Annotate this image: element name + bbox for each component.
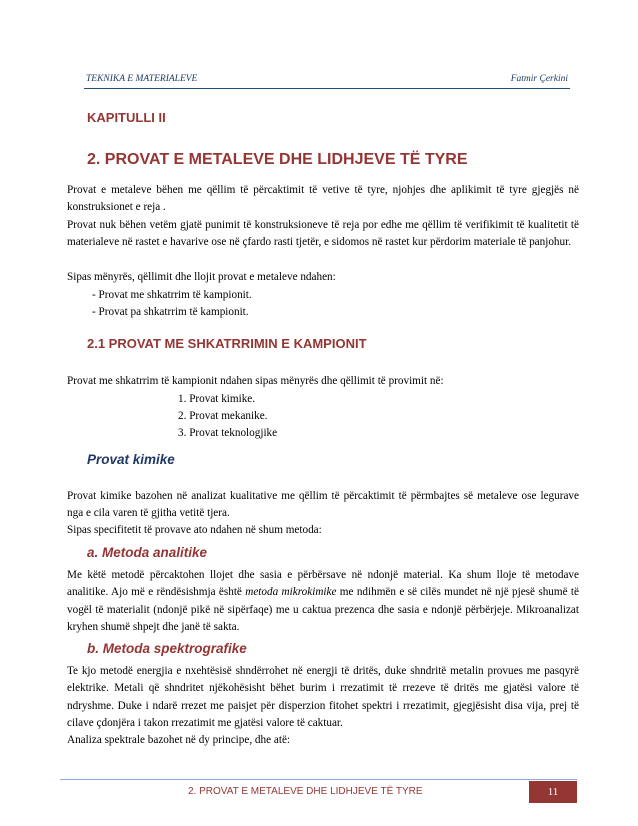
list-item: 1. Provat kimike.: [178, 393, 256, 405]
chapter-heading: KAPITULLI II: [87, 110, 166, 125]
header-book-title: TEKNIKA E MATERIALEVE: [86, 74, 198, 84]
provat-kimike-paragraph-2: Sipas specifitetit të provave ato ndahen në shum metoda:: [67, 524, 322, 536]
section-2-1-paragraph: Provat me shkatrrim të kampionit ndahen sipas mënyrës dhe qëllimit të provimit në:: [67, 375, 444, 387]
metoda-analitike-heading: a. Metoda analitike: [87, 545, 208, 560]
list-item: - Provat pa shkatrrim të kampionit.: [92, 306, 249, 318]
main-title: 2. PROVAT E METALEVE DHE LIDHJEVE TË TYRE: [87, 151, 468, 168]
intro-paragraph-2: Provat nuk bëhen vetëm gjatë punimit të konstruksioneve të reja por edhe me qëllim të verifikimit të kualitetit të materialeve në rastet e havarive ose në çfardo rasti tjetër, e sidomos në rastet kur përdorim materiale të panjohur.: [67, 219, 579, 249]
page-number: 11: [529, 781, 577, 803]
intro-paragraph-1: Provat e metaleve bëhen me qëllim të përcaktimit të vetive të tyre, njohjes dhe aplikimit të tyre gjegjës në konstruksionet e reja .: [67, 184, 579, 214]
metoda-spektrografike-paragraph: Te kjo metodë energjia e nxehtësisë shndërrohet në energji të dritës, duke shndritë metalin provues me pasqyrë elektrike. Metali që shndritet njëkohësisht bëhet burim i rrezatimit të rrezeve të dritës me gjatësi valore të ndryshme. Duke i ndarë rrezet me paisjet për disperzion fitohet spektri i rrezatimit, gjegjësisht disa vija, prej të cilave çdonjëra i takon rrezatimit me gjatësi valore të caktuar.: [67, 665, 579, 730]
metoda-spektrografike-heading: b. Metoda spektrografike: [87, 641, 247, 656]
header-author: Fatmir Çerkini: [510, 74, 568, 84]
list-item: 2. Provat mekanike.: [178, 410, 268, 422]
page-footer: [60, 779, 577, 804]
footer-chapter-title: 2. PROVAT E METALEVE DHE LIDHJEVE TË TYRE: [188, 786, 423, 797]
emphasis-term: metoda mikrokimike: [245, 586, 337, 599]
provat-kimike-paragraph-1: Provat kimike bazohen në analizat kualitative me qëllim të përcaktimit të përmbajtes së metaleve ose legurave nga e cila varen të gjitha vetitë tjera.: [67, 490, 579, 520]
metoda-analitike-paragraph: Me këtë metodë përcaktohen llojet dhe sasia e përbërsave në ndonjë material. Ka shum lloje të metodave analitike. Ajo më e rëndësishmja është metoda mikrokimike me ndihmën e së cilës mundet në një pjesë shumë të vogël të materialit (ndonjë pikë në sipërfaqe) me u caktua prezenca dhe sasia e ndonjë përbërjeje. Mikroanalizat kryhen shumë shpejt dhe janë të sakta.: [67, 569, 579, 634]
list-item: - Provat me shkatrrim të kampionit.: [92, 289, 252, 301]
section-heading-2-1: 2.1 PROVAT ME SHKATRRIMIN E KAMPIONIT: [87, 336, 367, 351]
metoda-spektrografike-last-line: Analiza spektrale bazohet në dy principe, dhe atë:: [67, 734, 291, 746]
list-item: 3. Provat teknologjike: [178, 427, 278, 439]
page-header: [84, 74, 570, 89]
intro-paragraph-3: Sipas mënyrës, qëllimit dhe llojit provat e metaleve ndahen:: [67, 271, 336, 283]
provat-kimike-heading: Provat kimike: [87, 452, 175, 467]
